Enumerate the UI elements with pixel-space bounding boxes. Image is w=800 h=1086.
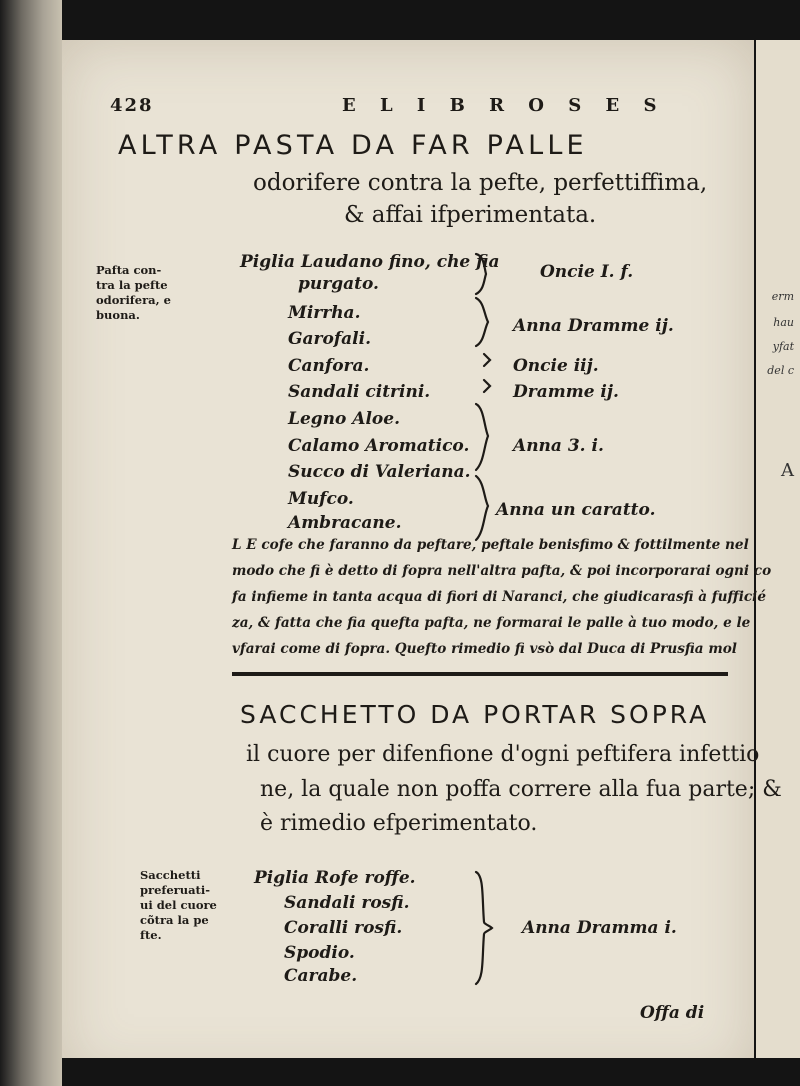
recipe1-title: ALTRA PASTA DA FAR PALLE — [118, 130, 588, 161]
recipe1-paragraph-line: za, & fatta che fia quefta pafta, ne formarai le palle à tuo modo, e le — [232, 615, 751, 631]
brace-mark — [484, 354, 490, 366]
facing-fragment: A — [781, 460, 794, 481]
ingredient-amount: Anna Dramma i. — [522, 918, 677, 938]
ingredient-name: Sandali rosfi. — [284, 893, 410, 913]
recipe2-title: SACCHETTO DA PORTAR SOPRA — [240, 700, 710, 729]
ingredient-name-cont: purgato. — [298, 274, 379, 294]
ingredient-name: Succo di Valeriana. — [288, 462, 471, 482]
ingredient-brace — [470, 868, 494, 988]
ingredient-name: Piglia Laudano fino, che fia — [240, 252, 500, 272]
recipe2-subtitle-2: ne, la quale non poffa correre alla fua parte; & — [260, 777, 782, 802]
ingredient-name: Garofali. — [288, 329, 371, 349]
brace-mark — [476, 254, 486, 294]
recipe2-subtitle-3: è rimedio efperimentato. — [260, 811, 538, 836]
facing-fragment: del c — [767, 364, 794, 377]
recipe2-subtitle-1: il cuore per difenfione d'ogni peftifera infettio — [246, 742, 760, 767]
ingredient-name: Legno Aloe. — [288, 409, 400, 429]
ingredient-name: Ambracane. — [288, 513, 402, 533]
ingredient-name: Mufco. — [288, 489, 354, 509]
running-head: E L I B R O S E S — [342, 95, 666, 116]
ingredient-name: Spodio. — [284, 943, 355, 963]
recipe1-paragraph-line: fa infieme in tanta acqua di fiori di Naranci, che giudicarasfi à fufficié — [232, 589, 766, 605]
ingredient-name: Coralli rosfi. — [284, 918, 403, 938]
facing-fragment: erm — [771, 290, 794, 303]
ingredient-name: Canfora. — [288, 356, 370, 376]
ingredient-braces — [470, 250, 500, 550]
scan-shadow — [62, 1058, 800, 1086]
recipe1-subtitle-2: & affai ifperimentata. — [344, 202, 597, 228]
ingredient-name: Piglia Rofe roffe. — [254, 868, 416, 888]
recipe2-margin-note: Sacchetti preferuati- ui del cuore cõtra la pe fte. — [140, 868, 217, 942]
brace-mark — [484, 380, 490, 392]
brace-mark — [476, 404, 488, 470]
ingredient-amount: Oncie iij. — [513, 356, 599, 376]
brace-mark — [476, 298, 488, 346]
ingredient-name: Carabe. — [284, 966, 358, 986]
catchword: Offa di — [640, 1003, 705, 1023]
page-number: 428 — [110, 95, 154, 116]
ingredient-amount: Oncie I. f. — [540, 262, 634, 282]
recipe1-margin-note: Pafta con- tra la pefte odorifera, e buona. — [96, 263, 171, 322]
ingredient-name: Sandali citrini. — [288, 382, 431, 402]
facing-fragment: yfat — [772, 340, 794, 353]
brace-mark — [476, 476, 488, 540]
brace-mark — [476, 872, 492, 984]
book-spine-edge — [0, 0, 62, 1086]
recipe1-paragraph-line: L E cofe che faranno da peftare, peftale benisfimo & fottilmente nel — [232, 537, 749, 553]
ingredient-name: Mirrha. — [288, 303, 361, 323]
ingredient-amount: Anna 3. i. — [513, 436, 604, 456]
ingredient-amount: Anna Dramme ij. — [513, 316, 674, 336]
ingredient-amount: Anna un caratto. — [496, 500, 656, 520]
ingredient-name: Calamo Aromatico. — [288, 436, 470, 456]
facing-page-edge — [756, 40, 800, 1070]
recipe1-paragraph-line: vfarai come di fopra. Quefto rimedio fi vsò dal Duca di Prusfia mol — [232, 641, 737, 657]
recipe1-subtitle-1: odorifere contra la pefte, perfettiffima, — [253, 170, 708, 196]
facing-fragment: hau — [773, 316, 794, 329]
ingredient-amount: Dramme ij. — [513, 382, 619, 402]
section-divider — [232, 672, 728, 676]
recipe1-paragraph-line: modo che fi è detto di fopra nell'altra pafta, & poi incorporarai ogni co — [232, 563, 772, 579]
